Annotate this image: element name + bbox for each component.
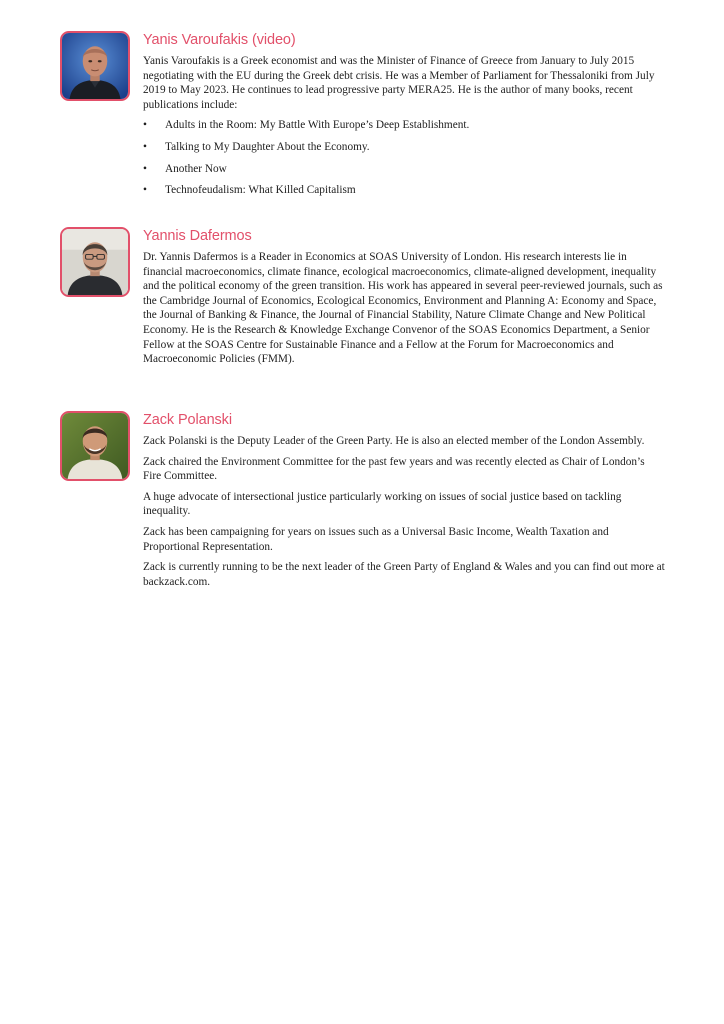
speaker-bio: A huge advocate of intersectional justice particularly working on issues of social justice based on tackling inequality. — [143, 490, 622, 518]
speaker-name: Yannis Dafermos — [143, 228, 252, 244]
speaker-bio: Zack is currently running to be the next leader of the Green Party of England & Wales and you can find out more at backzack.com. — [143, 561, 665, 588]
speaker-bio: Zack Polanski is the Deputy Leader of the Green Party. He is also an elected member of the London Assembly. — [143, 435, 645, 447]
speaker-name: Zack Polanski — [143, 412, 232, 428]
speaker-content — [143, 31, 665, 205]
portrait-image — [62, 413, 128, 479]
speaker-bio: Zack has been campaigning for years on issues such as a Universal Basic Income, Wealth Taxation and Proportional Representation. — [143, 525, 609, 553]
list-item: • Another Now — [143, 162, 665, 177]
speaker-content — [143, 227, 665, 373]
portrait-image — [62, 33, 128, 99]
speaker-photo-polanski — [60, 411, 130, 481]
list-item: • Adults in the Room: My Battle With Europe’s Deep Establishment. — [143, 118, 665, 133]
speaker-name: Yanis Varoufakis (video) — [143, 32, 296, 48]
speaker-photo-varoufakis — [60, 31, 130, 101]
speaker-bio: Zack chaired the Environment Committee for the past few years and was recently elected as Chair of London’s Fire Committee. — [143, 455, 645, 483]
publications-list — [143, 118, 665, 197]
speaker-bio: Dr. Yannis Dafermos is a Reader in Economics at SOAS University of London. His research interests lie in financial macroeconomics, climate finance, ecological macroeconomics, climate-aligned development, inequality and the political economy of the green transition. His work has appeared in several peer-reviewed journals, such as the Cambridge Journal of Economics, Ecological Economics, Environment and Planning A: Economy and Space, the Journal of Banking & Finance, the Journal of Financial Stability, Nature Climate Change and New Political Economy. He is the Research & Knowledge Exchange Convenor of the SOAS Economics Department, a Senior Fellow at the SOAS Centre for Sustainable Finance and a Fellow at the Forum for Macroeconomics and Macroeconomic Policies (FMM). — [143, 251, 663, 366]
speaker-content — [143, 411, 665, 595]
list-item: • Technofeudalism: What Killed Capitalism — [143, 183, 665, 198]
speaker-bio: Yanis Varoufakis is a Greek economist and was the Minister of Finance of Greece from January to July 2015 negotiating with the EU during the Greek debt crisis. He was a Member of Parliament for Thessaloniki from July 2019 to May 2023. He continues to lead progressive party MERA25. He is the author of many books, recent publications include: — [143, 55, 655, 111]
portrait-image — [62, 229, 128, 295]
list-item: • Talking to My Daughter About the Economy. — [143, 140, 665, 155]
speaker-photo-dafermos — [60, 227, 130, 297]
